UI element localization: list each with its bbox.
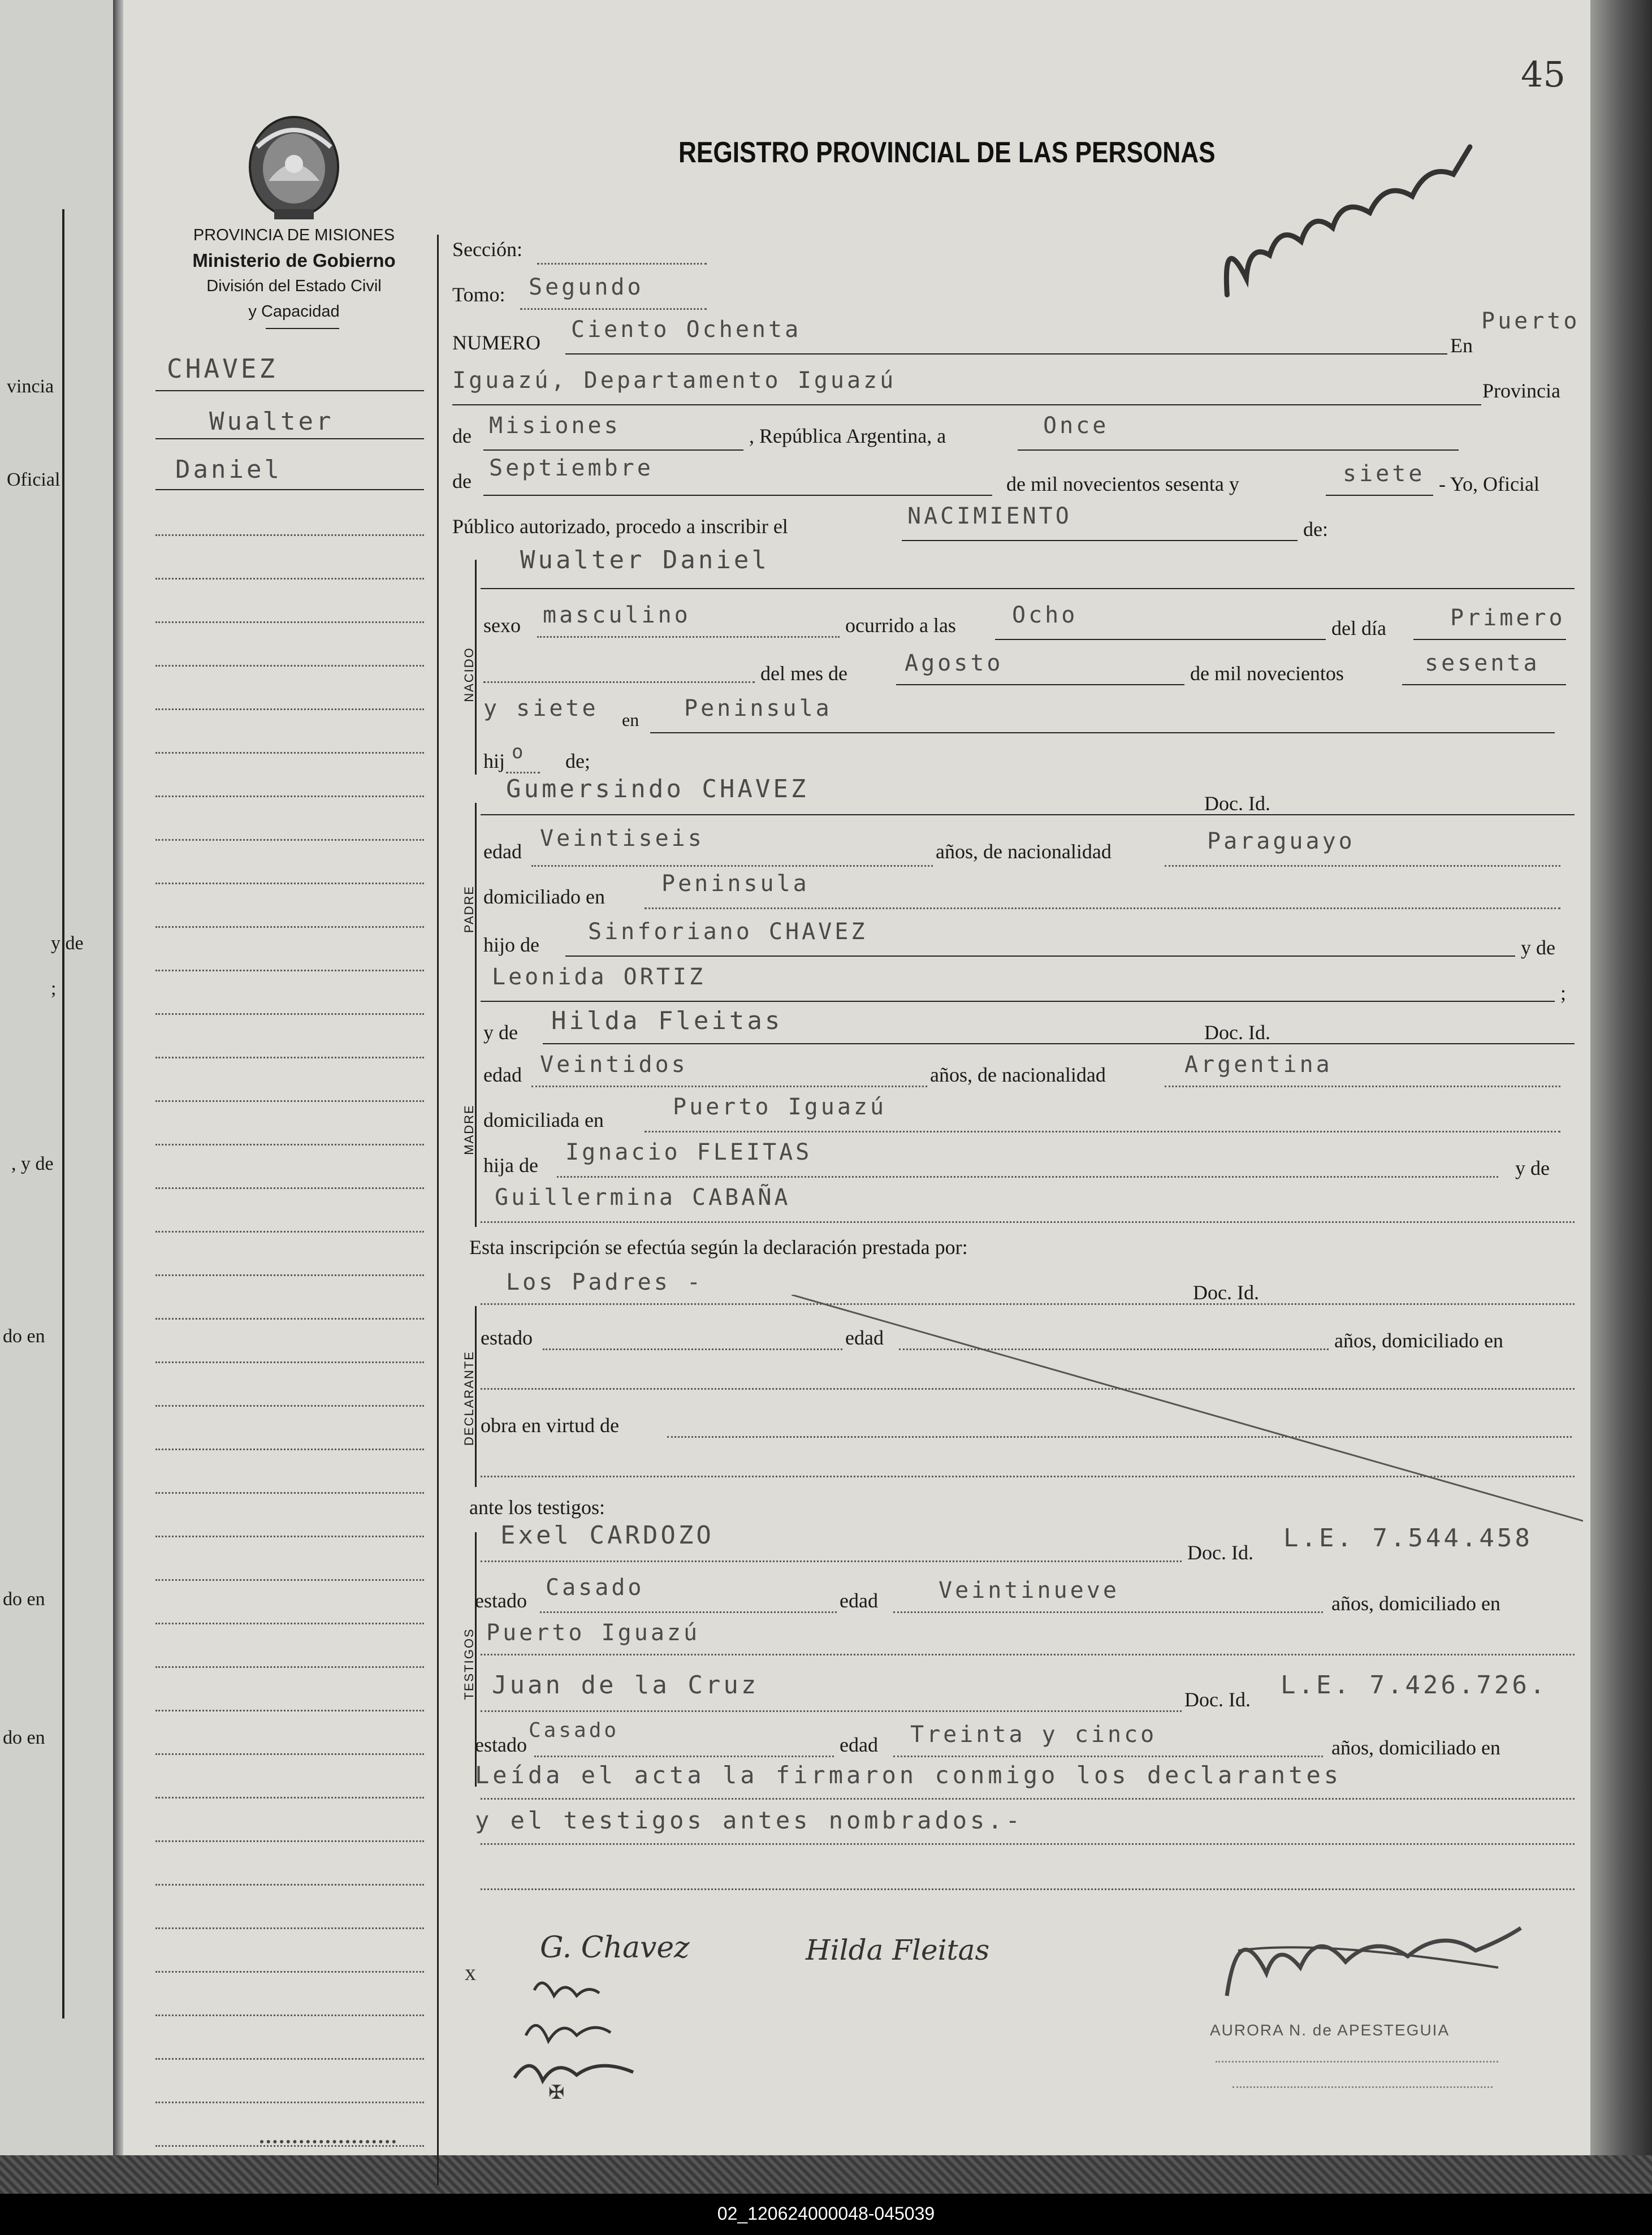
bottom-dots [260,2140,396,2143]
padre-dom-line [645,907,1560,909]
testigos-label: TESTIGOS [462,1628,476,1700]
madre-madre: Guillermina CABAÑA [495,1184,791,1211]
cierre-line-3 [481,1888,1575,1890]
testigo2-estado-label: estado [475,1733,527,1756]
seccion-label: Sección: [452,238,522,261]
numero-line [565,353,1447,355]
inscripto-line [481,588,1575,589]
margin-ruled-line [155,1536,424,1537]
declarante-value: Los Padres - [506,1269,703,1295]
testigo1-dom-line [481,1654,1575,1655]
firma-madre: Hilda Fleitas [806,1934,990,1966]
margin-ruled-line [155,1840,424,1842]
tomo-label: Tomo: [452,283,505,306]
padre-nac-line [1165,865,1560,867]
seccion-line [537,263,707,265]
left-fragment-4: ; [51,978,57,999]
margin-ruled-line [155,708,424,710]
ocurrido-label: ocurrido a las [845,614,956,637]
page-right-edge [1590,0,1652,2194]
padre-nac-label: años, de nacionalidad [936,840,1112,863]
cierre-line-2 [481,1843,1575,1845]
left-page-margin-line [62,209,64,2018]
margin-ruled-line [155,1274,424,1276]
padre-dom: Peninsula [661,871,810,897]
anio-value: siete [1343,461,1425,487]
firma-testigos [464,1968,701,2103]
document-title: REGISTRO PROVINCIAL DE LAS PERSONAS [678,136,1216,169]
testigo2-nombre: Juan de la Cruz [492,1671,759,1700]
padre-edad-line [531,865,933,867]
margin-ruled-line [155,1710,424,1711]
margin-ruled-line [155,621,424,623]
de-mil-label: de mil novecientos sesenta y [1006,473,1239,495]
hora-line [995,639,1326,640]
madre-edad-label: edad [483,1064,522,1086]
testigo2-edad: Treinta y cinco [910,1722,1157,1748]
madre-hija-label: hija de [483,1154,538,1177]
margin-ruled-line [155,1013,424,1015]
de-label-2: de [452,470,472,492]
madre-nac: Argentina [1184,1052,1333,1078]
publico-label: Público autorizado, procedo a inscribir el [452,515,788,538]
svg-text:x: x [465,1968,476,1985]
provincia-label: Provincia [1482,379,1560,402]
de-label: de [452,425,472,447]
hora-value: Ocho [1012,602,1078,628]
margin-ruled-line [155,1623,424,1624]
margin-ruled-line [155,2014,424,2016]
del-mes-label: del mes de [760,662,847,685]
testigo1-edad-label: edad [840,1589,878,1612]
margin-ruled-line [155,2102,424,2103]
dia-nac-value: Primero [1450,605,1565,631]
padre-nac: Paraguayo [1207,828,1355,854]
madre-label: MADRE [462,1104,476,1155]
padre-nombre-line [481,814,1575,815]
margin-ruled-line [155,2145,424,2147]
left-fragment-8: do en [3,1727,45,1748]
margin-ruled-line [155,1927,424,1929]
firma-oficial [1204,1905,1543,2035]
margin-ruled-line [155,534,424,536]
margin-ruled-line [155,665,424,667]
cancel-stroke [792,1295,1583,1532]
testigo1-estado-label: estado [475,1589,527,1612]
left-fragment-7: do en [3,1589,45,1610]
madre-padre: Ignacio FLEITAS [565,1139,812,1165]
hij-suffix: o [512,741,526,763]
office-line-1: PROVINCIA DE MISIONES [193,226,395,244]
en-small-label: en [622,710,639,730]
provincial-emblem-icon [240,113,348,226]
margin-ruled-line [155,1100,424,1102]
left-fragment-6: do en [3,1326,45,1347]
svg-text:✠: ✠ [548,2082,565,2103]
margin-ruled-line [155,1361,424,1363]
lugar-line [452,404,1481,405]
office-line-3: División del Estado Civil [206,277,382,295]
madre-padre-line [557,1176,1498,1178]
testigo2-line [481,1710,1182,1712]
acto-line [902,540,1298,541]
padre-padre-line [565,956,1515,957]
padre-y-de-label: y de [1521,936,1555,959]
mes-nac-leader [483,681,755,683]
margin-ruled-line [155,926,424,928]
padre-edad: Veintiseis [540,825,704,851]
yo-oficial-label: - Yo, Oficial [1439,473,1539,495]
testigo1-estado: Casado [546,1575,645,1601]
madre-dom-label: domiciliada en [483,1109,604,1131]
republica-label: , República Argentina, a [749,425,946,447]
sexo-line [537,636,840,638]
testigo1-line [481,1560,1182,1562]
acto-value: NACIMIENTO [907,503,1072,529]
padre-dom-label: domiciliado en [483,885,605,908]
padre-label: PADRE [462,885,476,933]
madre-y-de-2-label: y de [1515,1157,1550,1179]
margin-ruled-line [155,1579,424,1581]
madre-y-de-label: y de [483,1021,518,1044]
provincia-value: Misiones [489,413,621,439]
margin-line [155,489,424,490]
mes-nac-value: Agosto [905,650,1004,676]
padre-nombre: Gumersindo CHAVEZ [506,775,809,803]
stamp-smudge-1 [1216,2061,1498,2063]
padre-doc-label: Doc. Id. [1204,792,1270,815]
testigo1-estado-line [540,1611,837,1613]
margin-middle-name: Daniel [175,455,282,484]
margin-ruled-line [155,1797,424,1799]
padre-madre: Leonida ORTIZ [492,964,706,990]
left-fragment-1: vincia [7,376,54,397]
tomo-value: Segundo [529,274,644,300]
madre-edad: Veintidos [540,1052,688,1078]
sexo-label: sexo [483,614,521,637]
testigo1-nombre: Exel CARDOZO [500,1521,714,1550]
margin-ruled-line [155,796,424,797]
margin-ruled-line [155,1144,424,1145]
left-fragment-3: y de [51,933,84,954]
margin-ruled-line [155,578,424,580]
stamp-line-1: AURORA N. de APESTEGUIA [1210,2021,1450,2039]
del-dia-label: del día [1331,617,1386,639]
de-mil-nov-label: de mil novecientos [1190,662,1344,685]
book-gutter [113,0,123,2194]
en-label: En [1450,334,1473,357]
margin-line [155,438,424,439]
lugar-nac-line [650,732,1555,733]
obra-label: obra en virtud de [481,1414,619,1437]
padre-edad-label: edad [483,840,522,863]
margin-ruled-line [155,1231,424,1233]
madre-dom: Puerto Iguazú [673,1094,887,1120]
anio-nac-value-1: sesenta [1425,650,1540,676]
madre-doc-label: Doc. Id. [1204,1021,1270,1044]
nacido-label: NACIDO [462,647,476,702]
declarante-edad-label: edad [845,1326,884,1349]
file-name: 02_120624000048-045039 [717,2203,935,2224]
office-line-2: Ministerio de Gobierno [192,250,396,271]
book-cover-edge [0,2155,1652,2194]
testigos-intro-label: ante los testigos: [469,1496,605,1519]
lugar-2: Iguazú, Departamento Iguazú [452,368,897,394]
cierre-line-1 [481,1798,1575,1800]
dia-nac-line [1413,639,1566,640]
hij-line [506,772,540,773]
mes-value: Septiembre [489,455,654,481]
declaracion-label: Esta inscripción se efectúa según la declaración prestada por: [469,1236,968,1259]
margin-surname: CHAVEZ [167,353,278,384]
hij-label: hij [483,750,505,772]
stamp-smudge-2 [1232,2086,1493,2088]
margin-ruled-line [155,1753,424,1755]
declarante-doc-label: Doc. Id. [1193,1281,1259,1304]
margin-ruled-line [155,1884,424,1886]
testigo1-doc-label: Doc. Id. [1187,1541,1253,1564]
margin-ruled-line [155,883,424,884]
left-page-edge [0,0,116,2194]
tomo-line [520,308,707,310]
anio-nac-value-2: y siete [483,695,599,721]
declarante-estado-label: estado [481,1326,533,1349]
madre-nac-label: años, de nacionalidad [930,1064,1106,1086]
madre-madre-line [481,1221,1575,1223]
office-underline [266,328,339,329]
testigo2-doc-label: Doc. Id. [1184,1688,1251,1711]
testigo1-edad: Veintinueve [939,1577,1119,1603]
testigo1-anios-label: años, domiciliado en [1331,1592,1500,1615]
margin-ruled-line [155,1492,424,1494]
dia-line [1018,449,1459,451]
testigo2-edad-label: edad [840,1733,878,1756]
cierre-linea-1: Leída el acta la firmaron conmigo los declarantes [475,1761,1342,1789]
margin-column-line [437,235,439,2185]
mes-line [483,495,992,496]
margin-ruled-line [155,1971,424,1973]
provincia-line [483,449,743,451]
numero-label: NUMERO [452,331,541,354]
declarante-anios-label: años, domiciliado en [1334,1329,1503,1352]
margin-ruled-line [155,1449,424,1450]
page-number: 45 [1521,54,1565,95]
testigo2-doc: L.E. 7.426.726. [1281,1671,1548,1700]
margin-ruled-line [155,752,424,754]
margin-ruled-line [155,1318,424,1320]
margin-ruled-line [155,1057,424,1058]
de-colon-label: de: [1303,518,1328,541]
numero-value: Ciento Ochenta [571,317,802,343]
left-fragment-5: , y de [11,1153,54,1174]
anio-nac-line [1402,684,1566,685]
sexo-value: masculino [543,602,691,628]
de-semi-label: de; [565,750,590,772]
padre-madre-line [481,1001,1555,1002]
declarante-label: DECLARANTE [462,1351,476,1446]
margin-ruled-line [155,839,424,841]
lugar-1: Puerto [1481,308,1580,334]
testigo1-doc: L.E. 7.544.458 [1283,1524,1533,1553]
firma-padre: G. Chavez [540,1931,690,1965]
margin-line [155,390,424,391]
testigo1-dom: Puerto Iguazú [486,1620,700,1646]
padre-hijo-label: hijo de [483,933,539,956]
testigo2-estado: Casado [529,1719,620,1742]
office-line-4: y Capacidad [248,302,340,321]
madre-nombre: Hilda Fleitas [551,1006,783,1035]
madre-nac-line [1165,1086,1560,1087]
inscripto-value: Wualter Daniel [520,546,769,574]
testigo2-edad-line [893,1756,1323,1757]
testigo1-edad-line [893,1611,1323,1613]
dia-value: Once [1043,413,1109,439]
madre-edad-line [531,1086,927,1087]
padre-padre: Sinforiano CHAVEZ [588,919,868,945]
padre-semicolon: ; [1560,982,1567,1004]
mes-nac-line [896,684,1184,685]
margin-ruled-line [155,1187,424,1189]
margin-ruled-line [155,1405,424,1407]
lugar-nac-value: Peninsula [684,695,832,721]
left-fragment-2: Oficial [7,469,60,490]
madre-dom-line [645,1131,1560,1132]
margin-first-name: Wualter [209,407,334,436]
madre-nombre-line [543,1043,1575,1044]
margin-ruled-line [155,2058,424,2060]
margin-ruled-line [155,970,424,971]
anio-line [1326,495,1433,496]
testigo2-anios-label: años, domiciliado en [1331,1736,1500,1759]
margin-ruled-line [155,1666,424,1668]
testigo2-estado-line [534,1756,834,1757]
cierre-linea-2: y el testigos antes nombrados.- [475,1806,1023,1834]
